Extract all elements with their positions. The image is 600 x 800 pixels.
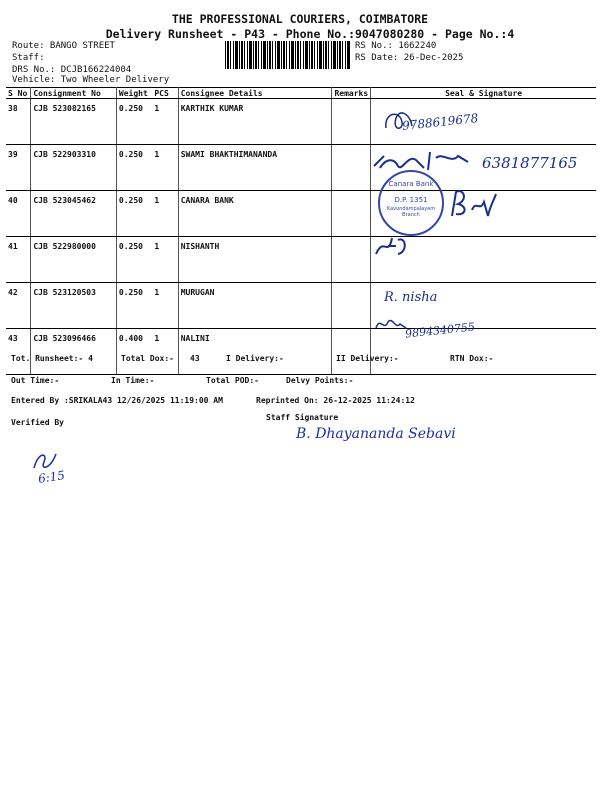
cell-consignee: NALINI xyxy=(178,329,332,375)
cell-consignment: CJB 523082165 xyxy=(31,99,117,145)
barcode-image xyxy=(225,41,351,69)
total-dox-value: 43 xyxy=(190,354,200,363)
table-row xyxy=(6,283,596,329)
cell-consignment: CJB 523120503 xyxy=(31,283,117,329)
cell-sno: 39 xyxy=(6,145,31,191)
runsheet-title: Delivery Runsheet - P43 - Phone No.:9047080280 - Page No.:4 xyxy=(105,27,515,41)
cell-consignee: CANARA BANK xyxy=(178,191,332,237)
signature-scribble-icon xyxy=(374,314,408,334)
cell-pcs: 1 xyxy=(152,191,178,237)
in-time: In Time:- xyxy=(111,376,155,385)
cell-sno: 42 xyxy=(6,283,31,329)
cell-remarks xyxy=(332,99,371,145)
table-row xyxy=(6,329,596,375)
cell-remarks xyxy=(332,237,371,283)
name-row-42: R. nisha xyxy=(384,290,438,305)
table-row xyxy=(6,99,596,145)
cell-weight: 0.250 xyxy=(116,145,152,191)
total-dox-label: Total Dox:- xyxy=(121,354,174,363)
cell-sno: 38 xyxy=(6,99,31,145)
cell-weight: 0.400 xyxy=(116,329,152,375)
route-label: Route: BANGO STREET xyxy=(12,41,115,51)
cell-sno: 40 xyxy=(6,191,31,237)
cell-remarks xyxy=(332,145,371,191)
runsheet-table xyxy=(6,87,596,375)
out-time: Out Time:- xyxy=(11,376,60,385)
table-header-row xyxy=(6,88,596,99)
cell-remarks xyxy=(332,283,371,329)
cell-pcs: 1 xyxy=(152,145,178,191)
col-pcs: PCS xyxy=(152,88,178,99)
col-consignment: Consignment No xyxy=(31,88,117,99)
tot-runsheet: Tot. Runsheet:- 4 xyxy=(11,354,93,363)
delvy-points: Delvy Points:- xyxy=(286,376,354,385)
cell-weight: 0.250 xyxy=(116,99,152,145)
cell-remarks xyxy=(332,191,371,237)
col-remarks: Remarks xyxy=(332,88,371,99)
signature-row-43 xyxy=(374,314,408,338)
cell-pcs: 1 xyxy=(152,99,178,145)
phone-row-39: 6381877165 xyxy=(482,154,578,172)
cell-weight: 0.250 xyxy=(116,283,152,329)
reprinted-on: Reprinted On: 26-12-2025 11:24:12 xyxy=(256,396,415,405)
canara-bank-seal: Canara Bank D.P. 1351 Kavundampalayam Branch xyxy=(378,170,444,236)
cell-consignee: KARTHIK KUMAR xyxy=(178,99,332,145)
table-row xyxy=(6,237,596,283)
ii-delivery: II Delivery:- xyxy=(336,354,399,363)
cell-consignee: SWAMI BHAKTHIMANANDA xyxy=(178,145,332,191)
signature-scribble-icon xyxy=(448,186,498,222)
cell-consignee: MURUGAN xyxy=(178,283,332,329)
staff-label: Staff: xyxy=(12,53,45,63)
rs-date: RS Date: 26-Dec-2025 xyxy=(355,53,464,63)
entered-by: Entered By :SRIKALA43 12/26/2025 11:19:00 AM xyxy=(11,396,223,405)
table-row xyxy=(6,191,596,237)
phone-row-43: 9894340755 xyxy=(404,320,476,341)
rs-number: RS No.: 1662240 xyxy=(355,41,437,51)
cell-consignment: CJB 523045462 xyxy=(31,191,117,237)
cell-weight: 0.250 xyxy=(116,191,152,237)
verified-initials: 6:15 xyxy=(37,468,66,486)
staff-signature-label: Staff Signature xyxy=(266,413,339,422)
col-sno: S No xyxy=(6,88,31,99)
cell-pcs: 1 xyxy=(152,329,178,375)
company-name: THE PROFESSIONAL COURIERS, COIMBATORE xyxy=(171,12,429,26)
total-pod: Total POD:- xyxy=(206,376,259,385)
cell-pcs: 1 xyxy=(152,237,178,283)
cell-consignment: CJB 522980000 xyxy=(31,237,117,283)
cell-consignment: CJB 523096466 xyxy=(31,329,117,375)
cell-remarks xyxy=(332,329,371,375)
signature-row-41 xyxy=(374,232,410,264)
verified-by: Verified By xyxy=(11,418,64,427)
drs-number: DRS No.: DCJB166224004 xyxy=(12,65,132,75)
i-delivery: I Delivery:- xyxy=(226,354,284,363)
col-consignee: Consignee Details xyxy=(178,88,332,99)
signature-row-40 xyxy=(448,186,498,226)
rtn-dox: RTN Dox:- xyxy=(450,354,494,363)
cell-sno: 41 xyxy=(6,237,31,283)
cell-pcs: 1 xyxy=(152,283,178,329)
signature-scribble-icon xyxy=(30,446,60,472)
phone-row-38: 9788619678 xyxy=(401,111,479,133)
signature-scribble-icon xyxy=(374,232,410,260)
cell-consignee: NISHANTH xyxy=(178,237,332,283)
vehicle-label: Vehicle: Two Wheeler Delivery xyxy=(12,75,170,85)
col-weight: Weight xyxy=(116,88,152,99)
staff-signature-handwriting: B. Dhayananda Sebavi xyxy=(296,426,456,442)
cell-consignment: CJB 522903310 xyxy=(31,145,117,191)
cell-weight: 0.250 xyxy=(116,237,152,283)
cell-sno: 43 xyxy=(6,329,31,375)
col-seal-signature: Seal & Signature xyxy=(371,88,596,99)
